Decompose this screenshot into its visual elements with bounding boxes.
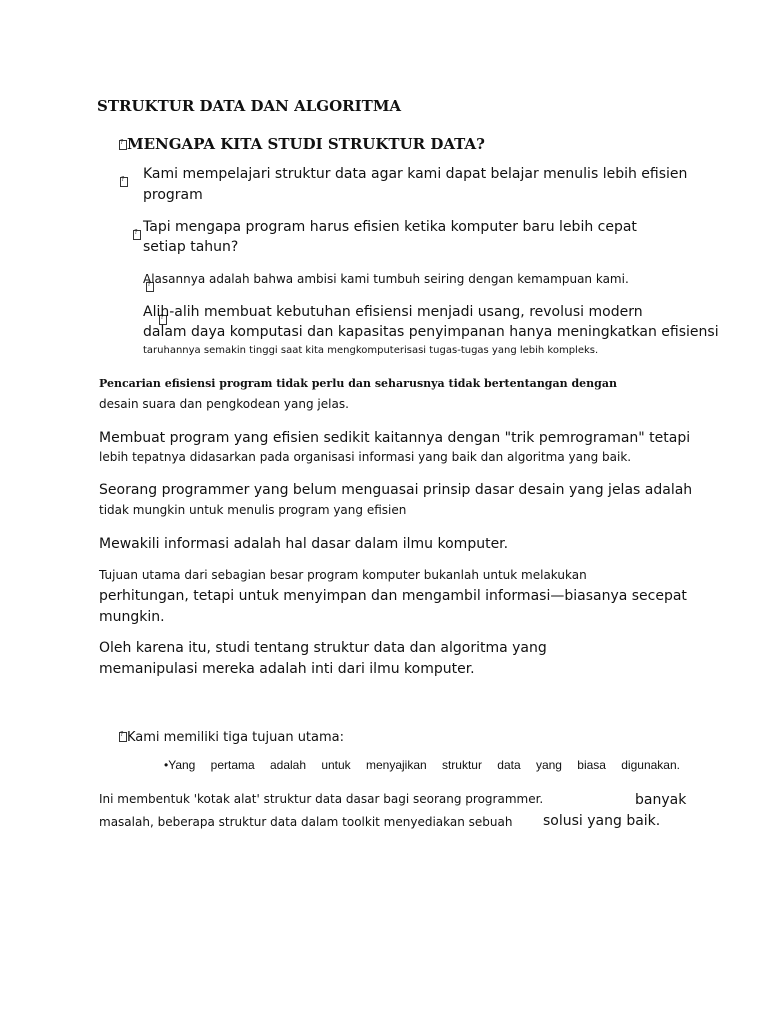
paragraph-text: solusi yang baik.	[543, 813, 661, 829]
missing-glyph-icon	[119, 732, 127, 742]
section-heading	[119, 134, 485, 153]
document-title: STRUKTUR DATA DAN ALGORITMA	[97, 97, 402, 115]
paragraph-text: banyak	[635, 792, 687, 808]
bullet-text: dalam daya komputasi dan kapasitas penyimpanan hanya meningkatkan efisiensi	[143, 324, 719, 340]
paragraph-text: perhitungan, tetapi untuk menyimpan dan mengambil informasi—biasanya secepat	[99, 588, 687, 604]
paragraph-text: memanipulasi mereka adalah inti dari ilmu komputer.	[99, 661, 475, 677]
goals-intro-text: Kami memiliki tiga tujuan utama:	[127, 730, 345, 745]
paragraph-text: Ini membentuk 'kotak alat' struktur data dasar bagi seorang programmer.	[99, 792, 544, 806]
paragraph-text: mungkin.	[99, 609, 165, 625]
bullet-text: taruhannya semakin tinggi saat kita mengkomputerisasi tugas-tugas yang lebih kompleks.	[143, 345, 599, 356]
goal-word: pertama	[210, 758, 255, 772]
paragraph-text: Pencarian efisiensi program tidak perlu dan seharusnya tidak bertentangan dengan	[99, 377, 617, 390]
paragraph-text: desain suara dan pengkodean yang jelas.	[99, 397, 349, 411]
goal-word: biasa	[577, 758, 606, 772]
goal-word: yang	[535, 758, 562, 772]
bullet-text: Alih-alih membuat kebutuhan efisiensi menjadi usang, revolusi modern	[143, 304, 643, 320]
goal-word: adalah	[269, 758, 307, 772]
missing-glyph-icon	[119, 140, 127, 150]
goal-word: untuk	[321, 758, 351, 772]
goal-word: •Yang	[164, 758, 196, 772]
paragraph-text: tidak mungkin untuk menulis program yang efisien	[99, 503, 407, 517]
paragraph-text: Mewakili informasi adalah hal dasar dalam ilmu komputer.	[99, 536, 509, 552]
bullet-text: Kami mempelajari struktur data agar kami dapat belajar menulis lebih efisien	[143, 166, 688, 182]
section-heading-text: MENGAPA KITA STUDI STRUKTUR DATA?	[127, 135, 485, 153]
goals-intro	[119, 726, 344, 745]
bullet-text: Alasannya adalah bahwa ambisi kami tumbuh seiring dengan kemampuan kami.	[143, 272, 629, 286]
goal-word: struktur	[441, 758, 482, 772]
paragraph-text: masalah, beberapa struktur data dalam toolkit menyediakan sebuah	[99, 815, 513, 829]
bullet-icon	[133, 230, 141, 240]
goal-word: digunakan.	[621, 758, 680, 772]
goal-bullet-line	[164, 758, 680, 772]
paragraph-text: Membuat program yang efisien sedikit kaitannya dengan "trik pemrograman" tetapi	[99, 430, 691, 446]
goal-word: menyajikan	[365, 758, 427, 772]
paragraph-text: Oleh karena itu, studi tentang struktur data dan algoritma yang	[99, 640, 547, 656]
paragraph-text: lebih tepatnya didasarkan pada organisasi informasi yang baik dan algoritma yang baik.	[99, 450, 632, 464]
bullet-text: setiap tahun?	[143, 239, 239, 255]
goal-word: data	[497, 758, 521, 772]
paragraph-text: Seorang programmer yang belum menguasai prinsip dasar desain yang jelas adalah	[99, 482, 693, 498]
bullet-text: program	[143, 187, 203, 203]
paragraph-text: Tujuan utama dari sebagian besar program komputer bukanlah untuk melakukan	[99, 568, 587, 582]
bullet-icon	[120, 177, 128, 187]
bullet-text: Tapi mengapa program harus efisien ketika komputer baru lebih cepat	[143, 219, 637, 235]
